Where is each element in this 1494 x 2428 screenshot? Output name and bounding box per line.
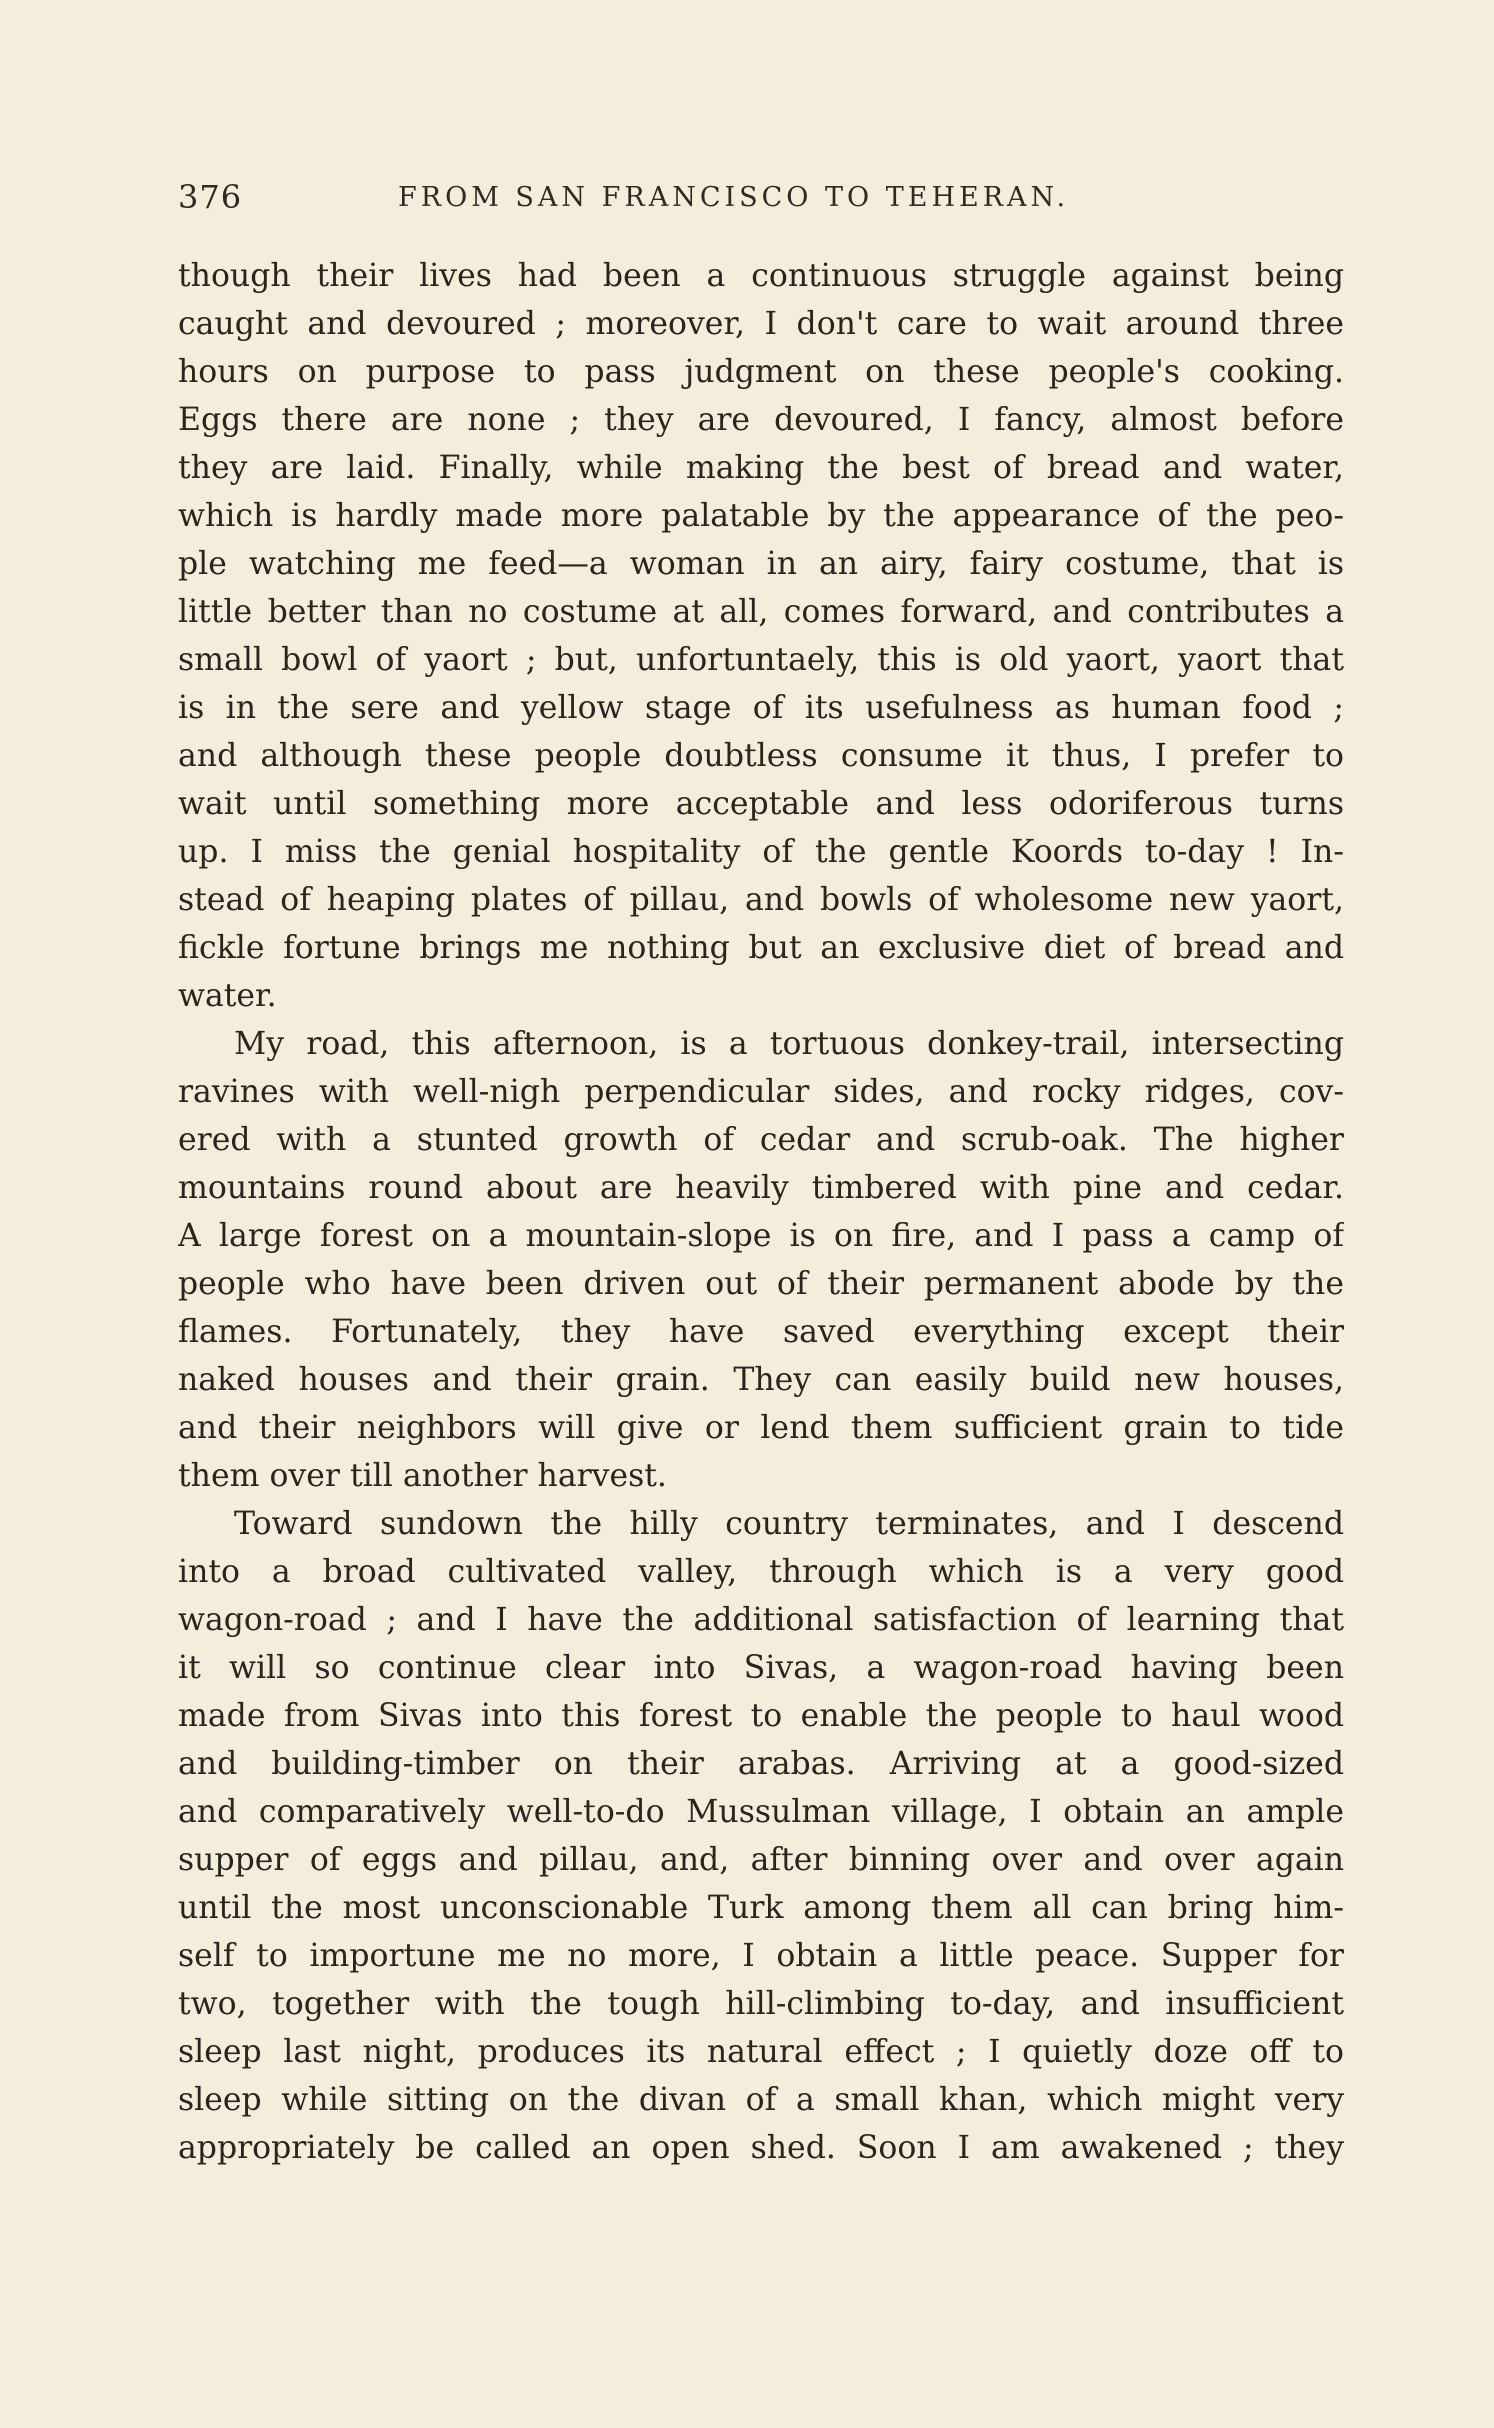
text-line: small bowl of yaort ; but, unfortuntaely, this is old yaort, yaort that (178, 642, 1344, 678)
text-line: ple watching me feed—a woman in an airy, fairy costume, that is (178, 546, 1344, 582)
text-line: Toward sundown the hilly country terminates, and I descend (234, 1506, 1344, 1542)
running-head (178, 178, 1358, 222)
text-line: sleep last night, produces its natural effect ; I quietly doze off to (178, 2034, 1344, 2070)
text-line: them over till another harvest. (178, 1458, 667, 1494)
text-line: mountains round about are heavily timbered with pine and cedar. (178, 1170, 1344, 1206)
text-line: is in the sere and yellow stage of its usefulness as human food ; (178, 690, 1344, 726)
text-line: and their neighbors will give or lend them sufficient grain to tide (178, 1410, 1344, 1446)
text-line: into a broad cultivated valley, through which is a very good (178, 1554, 1344, 1590)
text-line: they are laid. Finally, while making the best of bread and water, (178, 450, 1344, 486)
text-line: made from Sivas into this forest to enable the people to haul wood (178, 1698, 1344, 1734)
text-line: which is hardly made more palatable by the appearance of the peo- (178, 498, 1344, 534)
text-line: stead of heaping plates of pillau, and bowls of wholesome new yaort, (178, 882, 1344, 918)
text-line: hours on purpose to pass judgment on these people's cooking. (178, 354, 1344, 390)
text-line: though their lives had been a continuous struggle against being (178, 258, 1344, 294)
text-line: little better than no costume at all, comes forward, and contributes a (178, 594, 1344, 630)
body-text (178, 252, 1344, 2172)
text-line: until the most unconscionable Turk among them all can bring him- (178, 1890, 1344, 1926)
text-line: sleep while sitting on the divan of a small khan, which might very (178, 2082, 1344, 2118)
page-number: 376 (178, 178, 243, 216)
text-line: self to importune me no more, I obtain a little peace. Supper for (178, 1938, 1344, 1974)
text-line: up. I miss the genial hospitality of the gentle Koords to-day ! In- (178, 834, 1344, 870)
text-line: A large forest on a mountain-slope is on fire, and I pass a camp of (178, 1218, 1344, 1254)
text-line: caught and devoured ; moreover, I don't care to wait around three (178, 306, 1344, 342)
text-line: and building-timber on their arabas. Arriving at a good-sized (178, 1746, 1344, 1782)
text-line: Eggs there are none ; they are devoured, I fancy, almost before (178, 402, 1344, 438)
text-line: water. (178, 978, 277, 1014)
text-line: and comparatively well-to-do Mussulman village, I obtain an ample (178, 1794, 1344, 1830)
text-line: and although these people doubtless consume it thus, I prefer to (178, 738, 1344, 774)
text-line: wait until something more acceptable and less odoriferous turns (178, 786, 1344, 822)
text-line: two, together with the tough hill-climbing to-day, and insufficient (178, 1986, 1344, 2022)
text-line: appropriately be called an open shed. Soon I am awakened ; they (178, 2130, 1344, 2166)
text-line: flames. Fortunately, they have saved everything except their (178, 1314, 1344, 1350)
text-line: supper of eggs and pillau, and, after binning over and over again (178, 1842, 1344, 1878)
text-line: ered with a stunted growth of cedar and scrub-oak. The higher (178, 1122, 1344, 1158)
text-line: My road, this afternoon, is a tortuous donkey-trail, intersecting (234, 1026, 1344, 1062)
text-line: it will so continue clear into Sivas, a wagon-road having been (178, 1650, 1344, 1686)
text-line: ravines with well-nigh perpendicular sides, and rocky ridges, cov- (178, 1074, 1344, 1110)
text-line: wagon-road ; and I have the additional satisfaction of learning that (178, 1602, 1344, 1638)
text-line: fickle fortune brings me nothing but an exclusive diet of bread and (178, 930, 1344, 966)
text-line: people who have been driven out of their permanent abode by the (178, 1266, 1344, 1302)
running-title: FROM SAN FRANCISCO TO TEHERAN. (398, 182, 1070, 213)
text-line: naked houses and their grain. They can easily build new houses, (178, 1362, 1344, 1398)
